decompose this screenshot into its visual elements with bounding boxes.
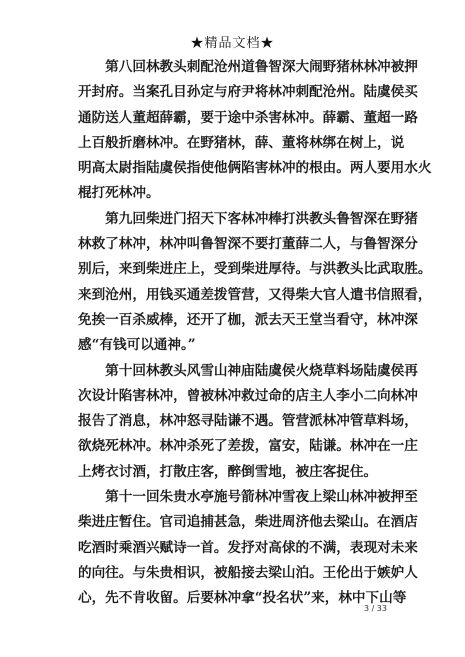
text-line: 明高太尉指陆虞侯指使他俩陷害林冲的根由。两人要用水火 (78, 160, 432, 177)
text-line: 棍打死林冲。 (78, 185, 160, 202)
text-line: 欲烧死林冲。林冲杀死了差拨，富安，陆谦。林冲在一庄 (78, 438, 418, 455)
page-header-title: ★精品文档★ (190, 36, 275, 51)
text-line: 别后，来到柴进庄上，受到柴进厚待。与洪教头比武取胜。 (78, 261, 432, 278)
text-line: 林救了林冲，林冲叫鲁智深不要打董薛二人，与鲁智深分 (78, 236, 418, 253)
text-line: 第十回林教头风雪山神庙陆虞侯火烧草料场陆虞侯再 (78, 362, 418, 379)
text-line: 次设计陷害林冲，曾被林冲救过命的店主人李小二向林冲 (78, 387, 418, 404)
text-line: 柴进庄暂住。官司追捕甚急，柴进周济他去梁山。在酒店 (78, 514, 418, 531)
text-line: 免挨一百杀威棒，还开了枷，派去天王堂当看守，林冲深 (78, 311, 418, 328)
text-line: 开封府。当案孔目孙定与府尹将林冲刺配沧州。陆虞侯买 (78, 84, 418, 101)
text-line: 通防送人董超薛霸，要于途中杀害林冲。薛霸、董超一路 (78, 109, 418, 126)
page-number: 3 / 33 (363, 604, 387, 613)
text-line: 报告了消息，林冲怒寻陆谦不遇。管营派林冲管草料场， (78, 413, 418, 430)
text-line: 上百般折磨林冲。在野猪林，薛、董将林绑在树上，说 (78, 134, 405, 151)
text-line: 上烤衣讨酒，打散庄客，醉倒雪地，被庄客捉住。 (78, 463, 378, 480)
text-line: 第八回林教头刺配沧州道鲁智深大闹野猪林林冲被押 (78, 59, 418, 75)
text-line: 心，先不肯收留。后要林冲拿“投名状”来，林中下山等 (78, 590, 407, 607)
text-line: 来到沧州，用钱买通差拨管营，又得柴大官人遣书信照看， (78, 286, 432, 303)
text-line: 感“有钱可以通神。” (78, 337, 196, 354)
text-line: 第十一回朱贵水亭施号箭林冲雪夜上梁山林冲被押至 (78, 489, 418, 506)
text-line: 的向往。与朱贵相识，被船接去梁山泊。王伦出于嫉妒人 (78, 564, 418, 581)
text-line: 第九回柴进门招天下客林冲棒打洪教头鲁智深在野猪 (78, 210, 418, 227)
document-body (78, 55, 432, 612)
text-line: 吃酒时乘酒兴赋诗一首。发抒对高俅的不满，表现对未来 (78, 539, 418, 556)
